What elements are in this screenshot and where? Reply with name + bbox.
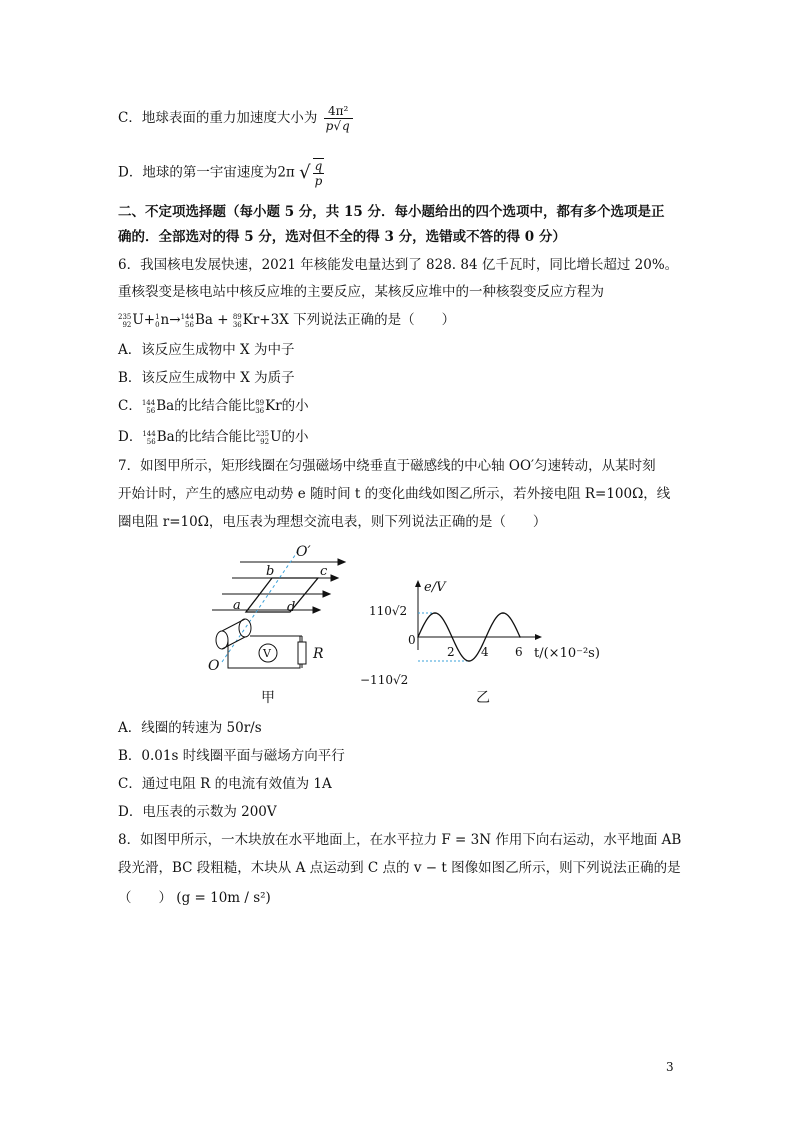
option-d-text: D．地球的第一宇宙速度为2π — [118, 164, 295, 181]
q6-option-d — [118, 427, 308, 447]
q7-option-d: D．电压表的示数为 200V — [118, 804, 277, 820]
opt-d-prefix: D． — [118, 429, 143, 445]
chart-ylabel: e/V — [424, 580, 446, 595]
q7-line2: 开始计时，产生的感应电动势 e 随时间 t 的变化曲线如图乙所示，若外接电阻 R=100Ω，线 — [118, 486, 671, 502]
label-c: c — [320, 564, 328, 579]
ytick-zero: 0 — [408, 633, 416, 647]
q7-line3: 圈电阻 r=10Ω，电压表为理想交流电表，则下列说法正确的是（ ） — [118, 514, 547, 530]
label-o: O — [208, 658, 220, 674]
u-mass: 235 — [118, 312, 132, 321]
label-a: a — [233, 598, 241, 613]
option-c-text: C．地球表面的重力加速度大小为 — [118, 110, 318, 126]
kr-symbol-c: Kr — [265, 398, 282, 414]
ba-symbol-c: Ba — [156, 398, 175, 414]
option-c-prev — [118, 104, 355, 133]
ba-isotope — [181, 313, 194, 329]
option-d-prev: D．地球的第一宇宙速度为2π √ $\frac{q}{p}$ — [118, 159, 323, 188]
q8-line2: 段光滑，BC 段粗糙，木块从 A 点运动到 C 点的 v − t 图像如图乙所示，则下列说法正确的是 — [118, 860, 681, 876]
caption-jia: 甲 — [261, 690, 275, 706]
page-number: 3 — [666, 1060, 674, 1074]
opt-c-end: 的小 — [281, 398, 309, 414]
den-p: p — [325, 119, 334, 133]
emf-data-point — [485, 636, 487, 638]
u-atomic: 92 — [122, 320, 132, 329]
q6-option-a: A．该反应生成物中 X 为中子 — [118, 342, 295, 358]
u-mass-d: 235 — [255, 429, 270, 438]
q8-gravity-note: (g = 10m / s²) — [176, 890, 271, 906]
emf-sine-series-line — [418, 613, 520, 661]
kr-mass: 89 — [232, 312, 242, 321]
q6-line1: 6．我国核电发展快速，2021 年核能发电量达到了 828. 84 亿千瓦时，同比增长超过 20%。 — [118, 257, 679, 273]
emf-data-point — [417, 636, 419, 638]
kr-symbol: Kr — [242, 312, 260, 328]
fraction-numerator: 4π² — [324, 104, 353, 119]
opt-d-end: 的小 — [281, 429, 309, 445]
option-d-fraction — [313, 158, 325, 188]
q6-line2: 重核裂变是核电站中核反应堆的主要反应，某核反应堆中的一种核裂变反应方程为 — [118, 284, 604, 300]
label-d: d — [287, 600, 296, 615]
resistor-label: R — [313, 646, 324, 662]
option-c-fraction — [324, 104, 353, 133]
emf-data-point — [519, 636, 521, 638]
caption-yi: 乙 — [476, 690, 490, 706]
kr-isotope-c — [255, 399, 264, 415]
kr-isotope — [233, 313, 242, 329]
q6-option-c — [118, 396, 309, 416]
kr-atomic: 36 — [232, 320, 242, 329]
ba-symbol-d: Ba — [156, 429, 175, 445]
u-isotope — [118, 313, 131, 329]
u-isotope-d — [256, 430, 269, 446]
q8-line3 — [118, 888, 271, 908]
ba-isotope-d — [142, 430, 155, 446]
u-symbol-d: U — [270, 429, 282, 445]
kr-mass-c: 89 — [255, 398, 265, 407]
label-b: b — [266, 564, 275, 579]
fraction-denominator: p√q — [325, 119, 350, 133]
emf-data-point — [502, 612, 504, 614]
ba-mass-d: 144 — [142, 429, 156, 438]
label-o-prime: O′ — [296, 544, 311, 560]
xtick-2: 2 — [447, 645, 455, 659]
ba-atomic-c: 56 — [146, 406, 156, 415]
chart-xlabel: t/(×10⁻²s) — [534, 646, 600, 661]
ytick-top: 110√2 — [369, 604, 408, 618]
q7-line1: 7．如图甲所示，矩形线圈在匀强磁场中绕垂直于磁感线的中心轴 OO′匀速转动，从某时刻 — [118, 458, 656, 474]
u-symbol: U — [132, 312, 144, 328]
n-isotope — [155, 313, 159, 329]
q6-option-b: B．该反应生成物中 X 为质子 — [118, 370, 295, 386]
ytick-bottom: −110√2 — [360, 673, 409, 687]
q7-option-c: C．通过电阻 R 的电流有效值为 1A — [118, 776, 332, 792]
q8-answer-blank: （ ） — [118, 890, 172, 906]
sqrt-denominator: p — [314, 174, 323, 188]
xtick-6: 6 — [515, 645, 523, 659]
emf-data-point — [451, 636, 453, 638]
ba-symbol: Ba — [194, 312, 213, 328]
u-atomic-d: 92 — [260, 437, 270, 446]
emf-data-point — [434, 612, 436, 614]
den-q: q — [341, 119, 350, 133]
n-symbol: n — [160, 312, 170, 328]
section2-heading-line1: 二、不定项选择题（每小题 5 分，共 15 分．每小题给出的四个选项中，都有多个选项是正 — [118, 204, 665, 220]
ba-mass: 144 — [180, 312, 194, 321]
n-atomic: 0 — [155, 320, 160, 329]
q7-option-a: A．线圈的转速为 50r/s — [118, 720, 262, 736]
n-mass: 1 — [155, 312, 160, 321]
xtick-4: 4 — [481, 645, 489, 659]
kr-atomic-c: 36 — [255, 406, 265, 415]
ba-isotope-c — [142, 399, 155, 415]
sqrt-numerator: q — [314, 159, 323, 173]
section2-heading-line2: 确的．全部选对的得 5 分，选对但不全的得 3 分，选错或不答的得 0 分） — [118, 229, 566, 245]
equation-tail: +3X 下列说法正确的是（ ） — [259, 312, 456, 328]
opt-c-prefix: C． — [118, 398, 142, 414]
ba-atomic-d: 56 — [146, 437, 156, 446]
ba-atomic: 56 — [185, 320, 194, 329]
voltmeter-label: V — [263, 647, 271, 660]
chart-x-axis-arrow — [535, 634, 542, 640]
opt-c-mid: 的比结合能比 — [174, 398, 256, 414]
q8-line1: 8．如图甲所示，一木块放在水平地面上，在水平拉力 F = 3N 作用下向右运动，水平地面 AB — [118, 832, 682, 848]
opt-d-mid: 的比结合能比 — [174, 429, 256, 445]
chart-y-axis-arrow — [415, 580, 421, 587]
q7-option-b: B．0.01s 时线圈平面与磁场方向平行 — [118, 748, 345, 764]
q6-equation: 235 92 U+ 1 0 n→ 144 56 Ba + 89 36 Kr+3X 下列说法正确的是（ ） — [118, 312, 456, 329]
emf-data-point — [468, 660, 470, 662]
ba-mass-c: 144 — [141, 398, 156, 407]
